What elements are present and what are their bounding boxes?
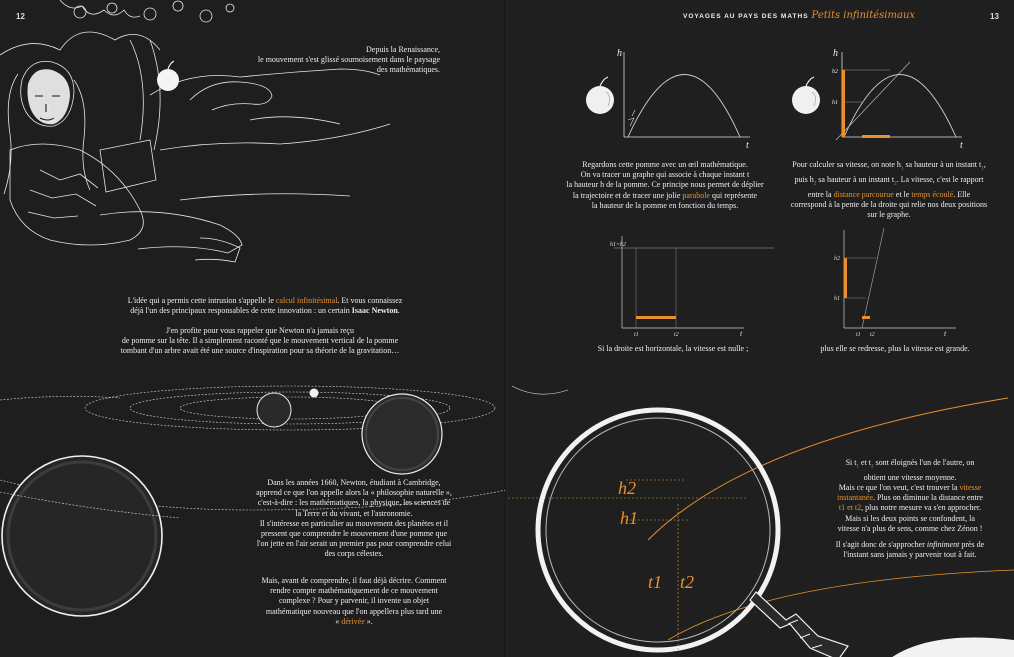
caption-steep: plus elle se redresse, plus la vitesse est grande. — [820, 344, 970, 353]
t-axis-label-mini: t — [944, 329, 947, 338]
t2-label: t2 — [674, 332, 679, 338]
large-planet-icon — [362, 394, 442, 474]
small-planet-icon — [257, 393, 291, 427]
h1-label-mini: h1 — [834, 296, 840, 302]
h1-h2-label: h1=h2 — [610, 242, 627, 248]
axis-t-label-2: t — [960, 140, 963, 151]
newton-illustration — [0, 0, 506, 290]
earth-icon — [2, 456, 162, 616]
highlight-derivee: dérivée — [341, 616, 365, 626]
text-instantaneous: Si $t_1$ et $t_2$ sont éloignés l'un de l'autre, on obtient une vitesse moyenne. Mais ce que l'on veut, c'est trouver la vitesse instantanée. Plus on diminue la distance entre t1 et t2, plus notre mesure va s'en approcher. Mais si les deux points se confondent, la vitesse n'a plus de sens, comme chez Zénon ! Il s'agit donc de s'approcher infiniment près de l'instant sans jamais y parvenir tout à fait. — [835, 458, 985, 560]
page-number-right: 13 — [990, 12, 999, 21]
t2-label-mini: t2 — [870, 332, 875, 338]
secant-graph — [780, 42, 980, 152]
steep-secant-graph — [826, 228, 1006, 338]
apple-icon — [157, 61, 179, 91]
name-newton: Isaac Newton — [351, 306, 398, 316]
paragraph-derivative: Mais, avant de comprendre, il faut déjà décrire. Comment rendre compte mathématiquement de ce mouvement complexe ? Pour y parvenir, il invente un objet mathématique nouveau que l'on appellera plus tard une « dérivée ». — [261, 576, 447, 626]
t1-label: t1 — [634, 332, 639, 338]
axis-h-label-2: h — [833, 48, 838, 59]
lens-h2-label: h2 — [618, 478, 636, 498]
apple-icon-graph2 — [792, 77, 820, 114]
text-apple-graph: Regardons cette pomme avec un œil mathématique. On va tracer un graphe qui associe à chaque instant t la hauteur h de la pomme. Ce principe nous permet de déplier la trajectoire et de tracer une jolie parabole qui représente la hauteur de la pomme en fonction du temps. — [566, 160, 764, 210]
axis-t-label: t — [746, 140, 749, 151]
page-number-left: 12 — [16, 12, 25, 21]
running-header: VOYAGES AU PAYS DES MATHS Petits infinitésimaux — [683, 10, 916, 21]
left-page — [0, 0, 506, 657]
t-axis-label: t — [740, 329, 743, 338]
paragraph-apple-myth: J'en profite pour vous rappeler que Newton n'a jamais reçu de pomme sur la tête. Il a simplement raconté que le mouvement vertical de la pomme tombant d'un arbre avait été une source d'inspiration pour sa théorie de la gravitation… — [120, 326, 400, 356]
flat-secant-graph — [604, 228, 784, 338]
highlight-distance: distance parcourue — [833, 189, 894, 199]
t1-label-mini: t1 — [856, 332, 861, 338]
right-page — [508, 0, 1014, 657]
caption-flat: Si la droite est horizontale, la vitesse est nulle ; — [597, 344, 749, 353]
magnifier-icon — [512, 386, 848, 657]
intro-text: Depuis la Renaissance, le mouvement s'est glissé sournoisement dans le paysage des mathématiques. — [257, 45, 440, 75]
lens-h1-label: h1 — [620, 508, 638, 528]
text-speed: Pour calculer sa vitesse, on note $h_1$ sa hauteur à un instant $t_1$, puis $h_2$ sa hauteur à un instant $t_2$. La vitesse, c'est le rapport entre la distance parcourue et le temps écoulé. Elle correspond à la pente de la droite qui relie nos deux positions sur le graphe. — [790, 160, 988, 219]
paragraph-calculus: L'idée qui a permis cette intrusion s'appelle le calcul infinitésimal. Et vous connaissez déjà l'un des principaux responsables de cette innovation : un certain Isaac Newton. — [127, 296, 403, 316]
h1-label: h1 — [832, 100, 838, 106]
paragraph-cambridge: Dans les années 1660, Newton, étudiant à Cambridge, apprend ce que l'on appelle alors la « philosophie naturelle », c'est-à-dire : les mathématiques, la physique, les sciences de la Terre et du vivant, et l'astronomie. Il s'intéresse en particulier au mouvement des planètes et il pressent que comprendre le mouvement d'une pomme que l'on jette en l'air serait un premier pas pour comprendre celui des corps célestes. — [256, 478, 452, 559]
parabola-graph — [570, 42, 770, 152]
lens-t2-label: t2 — [680, 572, 695, 592]
h2-label-mini: h2 — [834, 256, 840, 262]
lens-t1-label: t1 — [648, 572, 663, 592]
apple-icon-graph1 — [586, 77, 614, 114]
h2-label: h2 — [832, 69, 838, 75]
moon-icon — [310, 389, 319, 398]
highlight-parabole: parabole — [682, 190, 710, 200]
highlight-temps: temps écoulé — [911, 189, 954, 199]
highlight-instantanee: instantanée — [837, 493, 873, 503]
axis-h-label: h — [617, 48, 622, 59]
highlight-calcul: calcul infinitésimal — [275, 296, 338, 305]
